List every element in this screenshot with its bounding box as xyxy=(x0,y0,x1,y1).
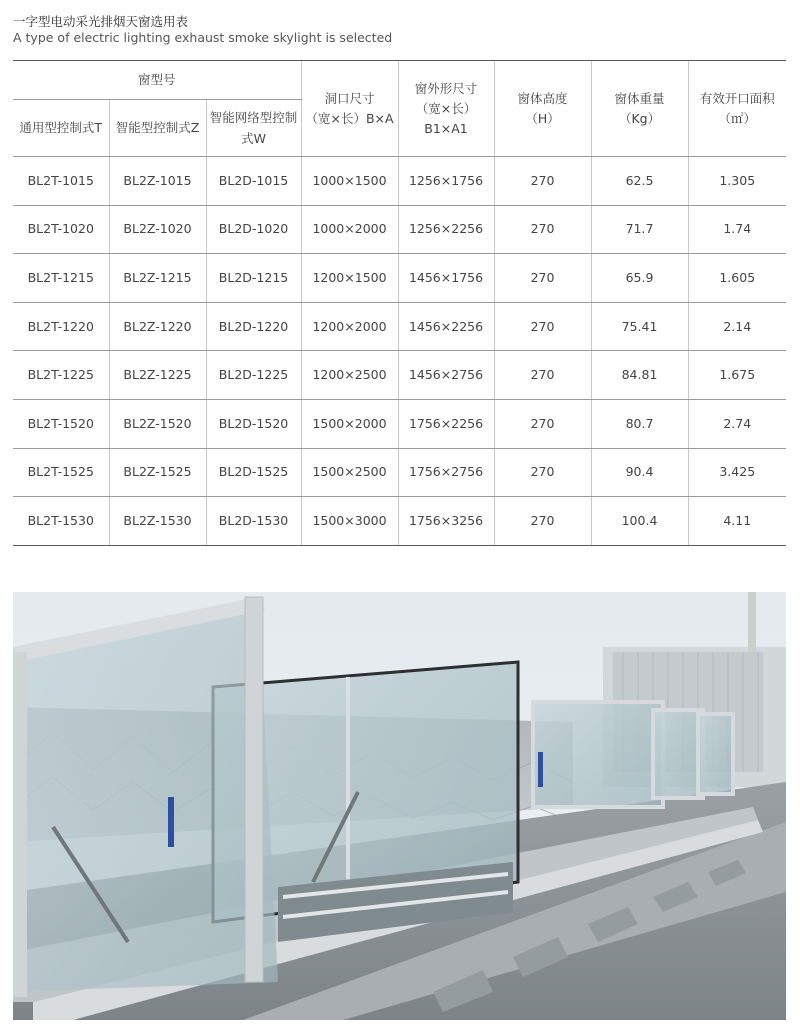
cell-opening-size: 1500×2500 xyxy=(301,448,398,497)
cell-window-size: 1256×1756 xyxy=(398,157,494,206)
cell-window-height: 270 xyxy=(494,497,591,546)
header-line: （宽×长）B×A xyxy=(305,110,394,126)
cell-model-z: BL2Z-1225 xyxy=(109,351,206,400)
cell-model-w: BL2D-1520 xyxy=(206,399,301,448)
header-line: （宽×长）B1×A1 xyxy=(415,100,477,136)
table-title-zh: 一字型电动采光排烟天窗选用表 xyxy=(13,14,189,29)
cell-model-z: BL2Z-1520 xyxy=(109,399,206,448)
cell-open-area: 1.305 xyxy=(688,157,786,206)
cell-window-height: 270 xyxy=(494,351,591,400)
cell-open-area: 2.14 xyxy=(688,302,786,351)
header-line: （㎡） xyxy=(718,110,757,126)
cell-window-size: 1256×2256 xyxy=(398,205,494,254)
cell-window-height: 270 xyxy=(494,448,591,497)
cell-window-height: 270 xyxy=(494,205,591,254)
skylight-selection-table xyxy=(13,60,786,546)
cell-model-t: BL2T-1220 xyxy=(13,302,109,351)
cell-window-size: 1756×2256 xyxy=(398,399,494,448)
cell-open-area: 4.11 xyxy=(688,497,786,546)
table-row xyxy=(13,448,786,497)
cell-model-z: BL2Z-1525 xyxy=(109,448,206,497)
cell-model-t: BL2T-1215 xyxy=(13,254,109,303)
cell-opening-size: 1000×2000 xyxy=(301,205,398,254)
table-row xyxy=(13,302,786,351)
table-row xyxy=(13,157,786,206)
cell-open-area: 3.425 xyxy=(688,448,786,497)
cell-window-size: 1456×2756 xyxy=(398,351,494,400)
cell-model-t: BL2T-1525 xyxy=(13,448,109,497)
subheader-type-t: 通用型控制式T xyxy=(13,100,109,157)
cell-model-w: BL2D-1020 xyxy=(206,205,301,254)
cell-window-height: 270 xyxy=(494,157,591,206)
cell-window-weight: 80.7 xyxy=(591,399,688,448)
cell-window-weight: 90.4 xyxy=(591,448,688,497)
header-line: 窗外形尺寸 xyxy=(414,80,478,96)
table-row xyxy=(13,254,786,303)
subheader-type-z: 智能型控制式Z xyxy=(109,100,206,157)
header-window-size xyxy=(398,61,494,157)
subheader-type-w: 智能网络型控制式W xyxy=(206,100,301,157)
cell-window-height: 270 xyxy=(494,302,591,351)
table-row xyxy=(13,205,786,254)
cell-window-weight: 75.41 xyxy=(591,302,688,351)
table-row xyxy=(13,399,786,448)
header-line: （Kg） xyxy=(618,110,661,126)
skylight-photo xyxy=(13,592,786,1020)
cell-model-w: BL2D-1530 xyxy=(206,497,301,546)
cell-model-z: BL2Z-1215 xyxy=(109,254,206,303)
cell-model-t: BL2T-1020 xyxy=(13,205,109,254)
cell-window-weight: 100.4 xyxy=(591,497,688,546)
cell-opening-size: 1500×2000 xyxy=(301,399,398,448)
cell-window-size: 1756×2756 xyxy=(398,448,494,497)
cell-model-t: BL2T-1015 xyxy=(13,157,109,206)
cell-model-t: BL2T-1225 xyxy=(13,351,109,400)
cell-opening-size: 1500×3000 xyxy=(301,497,398,546)
cell-open-area: 2.74 xyxy=(688,399,786,448)
header-open-area xyxy=(688,61,786,157)
cell-model-z: BL2Z-1530 xyxy=(109,497,206,546)
cell-opening-size: 1000×1500 xyxy=(301,157,398,206)
cell-model-z: BL2Z-1015 xyxy=(109,157,206,206)
cell-window-size: 1756×3256 xyxy=(398,497,494,546)
table-title-en: A type of electric lighting exhaust smoke skylight is selected xyxy=(13,30,393,45)
cell-window-weight: 71.7 xyxy=(591,205,688,254)
cell-model-w: BL2D-1215 xyxy=(206,254,301,303)
header-line: （H） xyxy=(525,110,560,126)
cell-window-height: 270 xyxy=(494,254,591,303)
cell-model-z: BL2Z-1220 xyxy=(109,302,206,351)
cell-opening-size: 1200×2000 xyxy=(301,302,398,351)
header-window-weight xyxy=(591,61,688,157)
cell-window-size: 1456×1756 xyxy=(398,254,494,303)
header-line: 有效开口面积 xyxy=(699,90,775,106)
header-line: 窗体高度 xyxy=(517,90,568,106)
cell-window-weight: 84.81 xyxy=(591,351,688,400)
header-line: 窗体重量 xyxy=(614,90,665,106)
cell-open-area: 1.605 xyxy=(688,254,786,303)
cell-window-weight: 65.9 xyxy=(591,254,688,303)
cell-window-size: 1456×2256 xyxy=(398,302,494,351)
cell-window-height: 270 xyxy=(494,399,591,448)
table-row xyxy=(13,497,786,546)
cell-open-area: 1.675 xyxy=(688,351,786,400)
cell-model-w: BL2D-1015 xyxy=(206,157,301,206)
model-group-header: 窗型号 xyxy=(13,61,301,100)
header-window-height xyxy=(494,61,591,157)
cell-open-area: 1.74 xyxy=(688,205,786,254)
cell-opening-size: 1200×1500 xyxy=(301,254,398,303)
table-body xyxy=(13,157,786,546)
cell-opening-size: 1200×2500 xyxy=(301,351,398,400)
header-opening-size xyxy=(301,61,398,157)
cell-model-w: BL2D-1525 xyxy=(206,448,301,497)
header-line: 洞口尺寸 xyxy=(324,90,375,106)
cell-model-t: BL2T-1520 xyxy=(13,399,109,448)
cell-model-w: BL2D-1225 xyxy=(206,351,301,400)
cell-model-t: BL2T-1530 xyxy=(13,497,109,546)
cell-model-z: BL2Z-1020 xyxy=(109,205,206,254)
table-row xyxy=(13,351,786,400)
cell-window-weight: 62.5 xyxy=(591,157,688,206)
cell-model-w: BL2D-1220 xyxy=(206,302,301,351)
